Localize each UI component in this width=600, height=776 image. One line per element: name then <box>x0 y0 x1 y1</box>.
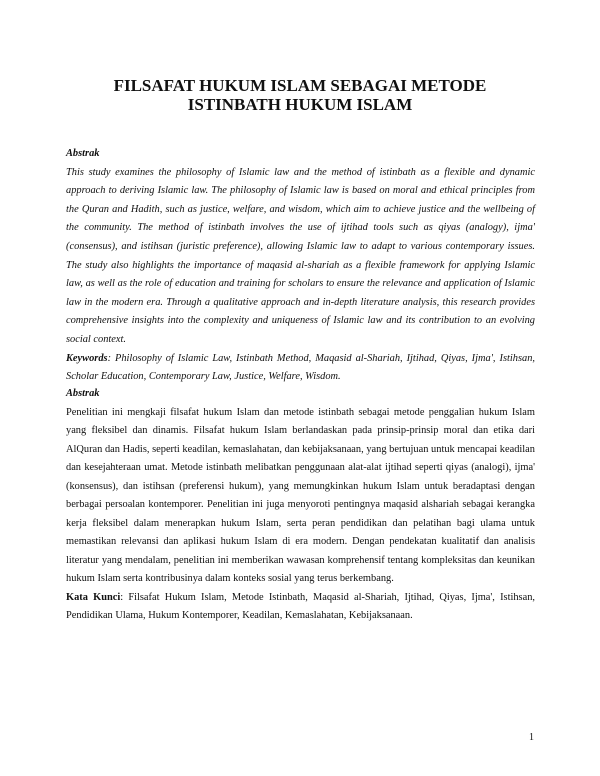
keywords-indonesian-label: Kata Kunci <box>66 591 121 603</box>
page-number: 1 <box>529 732 534 743</box>
keywords-english-list: : Philosophy of Islamic Law, Istinbath Method, Maqasid al-Shariah, Ijtihad, Qiyas, Ijma', Istihsan, Scholar Education, Contemporary Law, Justice, Welfare, Wisdom. <box>66 352 535 383</box>
abstract-indonesian <box>66 385 535 626</box>
abstract-english-heading: Abstrak <box>66 148 100 159</box>
keywords-english-label: Keywords <box>66 352 108 364</box>
abstract-indonesian-heading: Abstrak <box>66 388 100 399</box>
abstract-english <box>66 145 535 387</box>
paper-title <box>40 76 560 114</box>
keywords-english <box>66 350 535 387</box>
abstract-indonesian-body: Penelitian ini mengkaji filsafat hukum Islam dan metode istinbath sebagai metode penggalian hukum Islam yang fleksibel dan dinamis. Filsafat hukum Islam berlandaskan pada prinsip-prinsip moral dan etika dari AlQuran dan Hadis, seperti keadilan, kemaslahatan, dan kebijaksanaan, yang bertujuan untuk mencapai keadilan dan kesejahteraan umat. Metode istinbath melibatkan penggunaan alat-alat ijtihad seperti qiyas (analogi), ijma' (konsensus), dan istihsan (preferensi hukum), yang memungkinkan hukum Islam untuk beradaptasi dengan berbagai persoalan kontemporer. Penelitian ini juga menyoroti pentingnya maqasid alshariah sebagai kerangka kerja fleksibel dalam menerapkan hukum Islam, serta peran pendidikan dan pelatihan bagi ulama untuk memastikan relevansi dan aplikasi hukum Islam di era modern. Dengan pendekatan kualitatif dan analisis literatur yang mendalam, penelitian ini memberikan wawasan komprehensif tentang kompleksitas dan keunikan hukum Islam serta kontribusinya dalam konteks sosial yang terus berkembang. <box>66 406 535 584</box>
abstract-english-body: This study examines the philosophy of Islamic law and the method of istinbath as a flexible and dynamic approach to deriving Islamic law. The philosophy of Islamic law is based on moral and ethical principles from the Quran and Hadith, such as justice, welfare, and wisdom, which aim to achieve justice and the wellbeing of the community. The method of istinbath involves the use of ijtihad tools such as qiyas (analogy), ijma' (consensus), and istihsan (juristic preference), allowing Islamic law to adapt to various contemporary issues. The study also highlights the importance of maqasid al-shariah as a flexible framework for applying Islamic law, as well as the role of education and training for scholars to ensure the relevance and application of Islamic law in the modern era. Through a qualitative approach and in-depth literature analysis, this research provides comprehensive insights into the complexity and uniqueness of Islamic law and its contribution to an evolving social context. <box>66 166 535 345</box>
title-line-1: FILSAFAT HUKUM ISLAM SEBAGAI METODE <box>113 76 487 95</box>
title-line-2: ISTINBATH HUKUM ISLAM <box>187 95 413 114</box>
keywords-indonesian-list: : Filsafat Hukum Islam, Metode Istinbath, Maqasid al-Shariah, Ijtihad, Qiyas, Ijma', Istihsan, Pendidikan Ulama, Hukum Kontemporer, Keadilan, Kemaslahatan, Kebijaksanaan. <box>66 591 535 621</box>
keywords-indonesian <box>66 589 535 626</box>
